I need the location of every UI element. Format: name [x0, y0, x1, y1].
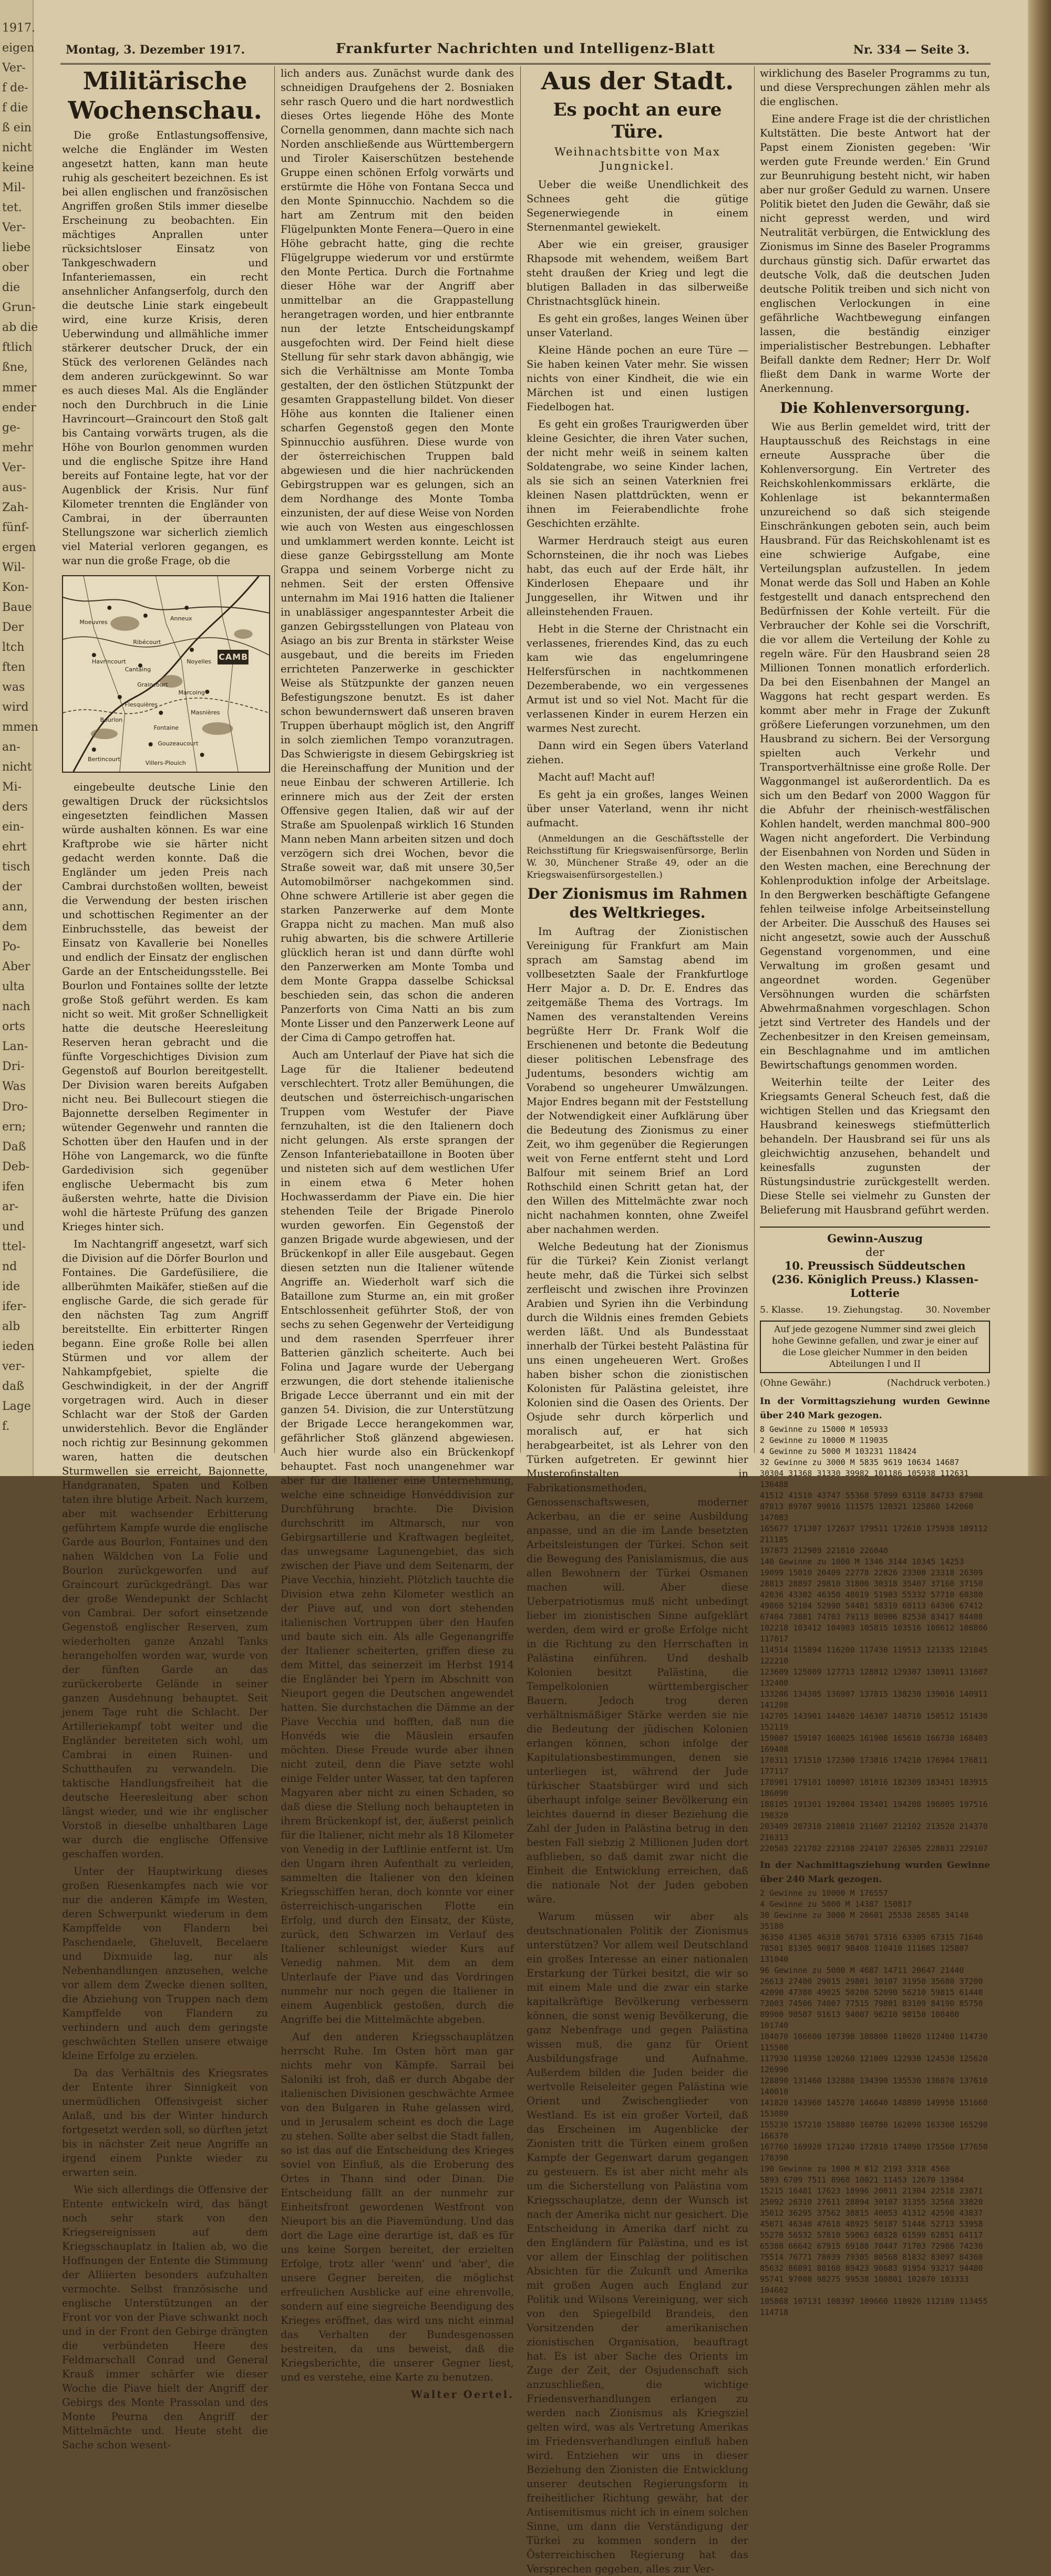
lottery-section-afternoon: In der Nachmittagsziehung wurden Gewinne über 240 Mark gezogen.	[760, 1860, 990, 1885]
map-town-label: Gouzeaucourt	[158, 740, 199, 747]
lottery-results	[760, 1227, 990, 2318]
column-city-news	[527, 66, 748, 2575]
adjacent-page-fragment: eigen	[2, 41, 35, 55]
adjacent-page-fragment: keine	[2, 161, 34, 175]
battle-map	[62, 575, 270, 773]
adjacent-page-fragment: nicht	[2, 141, 32, 155]
paragraph: Unter der Hauptwirkung dieses großen Riesenkampfes nach wie vor nur die anderen Kämpfe im Westen, deren Schwerpunkt wiederum in dem Kampffelde von Flandern bei Paschendaele, Gheluvelt, Becelaere und Dixmuide lag, nur als Nebenhandlungen anzusehen, welche vor allem dem Zwecke dienen sollten, die Abziehung von Truppen nach dem Kampffelde von Flandern zu verhindern und auch dem geringste geschwächten Stellen unsere etwaige kleine Erfolge zu erzielen.	[62, 1865, 268, 2062]
paragraph: Wie sich allerdings die Offensive der Entente entwickeln wird, das hängt noch sehr stark von den Kriegsereignissen auf dem Kriegsschauplatz in Italien ab, wo die Hoffnungen der Entente die Stimmung der Alliierten besonders aufzuhalten vermochte. Selbst französische und englische Unterstützungen an der Front vor von der Piave schwankt noch und in der Front den Gebirge drängten die verbündeten Heere des Feldmarschall Conrad und General Krauß immer schärfer wie dieser Woche die Piave hielt der Angriff der Gebirgs des Monte Prassolan und des Monte Peurna den Angriff der Mittelmächte und. Heute steht die Sache schon wesent-	[62, 2184, 268, 2451]
adjacent-page-fragment: Deb-	[2, 1160, 30, 1173]
article-title: Der Zionismus im Rahmen des Weltkrieges.	[527, 885, 748, 921]
lottery-title: Gewinn-Auszug	[827, 1232, 923, 1245]
map-cambrai-label: CAMBRAI	[219, 652, 266, 662]
adjacent-page-fragment: Ver-	[2, 461, 26, 474]
article-title: Die Kohlenversorgung.	[780, 399, 970, 417]
adjacent-page-fragment: ulta	[2, 980, 25, 994]
lottery-date: 30. November	[925, 1305, 990, 1315]
map-town-label: Fontaine	[153, 724, 179, 732]
lottery-draw-info	[760, 1303, 990, 1317]
lottery-numbers-afternoon: 2 Gewinne zu 10000 M 176557 4 Gewinne zu 5000 M 14387 150817 30 Gewinne zu 3000 M 20601 25538 26585 34148 35180 36350 41305 46310 56701 57316 63305 67315 71640 78501 81305 90817 98408 110410 111605 125807 131040 96 Gewinne zu 5000 M 4687 14711 20647 21440 26613 27400 29015 29801 30107 31950 35680 37200 42090 47380 49025 50200 52090 56210 59815 61440 73003 74506 74007 77515 79801 83109 84190 85750 89900 90507 91613 94007 96210 98150 100400 101740 104070 106600 107390 108800 110020 112400 114730 115500 117930 119350 120260 121009 122930 124530 125620 126990 128890 131460 132880 134390 135530 136870 137610 140010 141820 143960 145270 146640 148890 149950 151660 153080 155230 157210 158880 160780 162090 163300 165290 166370 167760 169920 171240 172810 174090 175560 177650 178390 190 Gewinne zu 1000 M 812 2193 3318 4560 5893 6709 7511 8960 10021 11453 12670 13984 15215 16481 17623 18996 20011 21304 22518 23871 25092 26310 27611 28894 30107 31355 32568 33820 35012 36295 37562 38815 40053 41312 42590 43837 45071 46340 47618 48925 50187 51446 52713 53958 55270 56532 57810 59063 60328 61599 62851 64117 65380 66642 67915 69188 70447 71703 72986 74230 75514 76771 78039 79305 80568 81832 83097 84360 85632 86891 88160 89423 90683 91954 93217 94480 95741 97008 98275 99538 100801 102070 103333 104602 105868 107131 108397 109660 110926 112189 113455 114718	[760, 1888, 988, 2317]
adjacent-page-fragment: ein-	[2, 820, 24, 834]
adjacent-page-strip	[0, 0, 38, 1476]
column-military-weekly-cont	[281, 66, 514, 2401]
paragraph: Es geht ein großes Traurigwerden über kleine Gesichter, die ihren Vater suchen, der nicht mehr weiß in seinem kalten Soldatengrabe, wo seine Kinder lachen, als sie sich an seinen Vaterknien frei kleinen Nasen plattdrückten, wenn er ihnen im Feierabendlichte frohe Geschichten erzählte.	[527, 418, 748, 529]
adjacent-page-fragment: und	[2, 1220, 25, 1233]
adjacent-page-fragment: ttel-	[2, 1240, 26, 1253]
binding-edge	[1028, 0, 1051, 1476]
map-town-label: Graincourt	[137, 681, 168, 689]
adjacent-page-fragment: daß	[2, 1379, 24, 1393]
lottery-section-morning: In der Vormittagsziehung wurden Gewinne über 240 Mark gezogen.	[760, 1396, 990, 1421]
adjacent-page-fragment: ifen	[2, 1180, 25, 1193]
paragraph: eingebeulte deutsche Linie den gewaltigen Druck der rücksichtslos eingesetzten feindlichen Massen würde aushalten können. Es war eine Kraftprobe wie sie härter nicht gedacht werden konnte. Daß die Engländer um jeden Preis nach Cambrai durchstoßen wollten, beweist die Verwendung der besten irischen und schottischen Regimenter an der Einbruchsstelle, das beweist der Einsatz von Kavallerie bei Nonelles und endlich der Einsatz der englischen Garde an der Entscheidungsstelle. Bei Bourlon und Fontaines sollte der letzte große Stoß geführt werden. Es kam nicht so weit. Mit großer Schnelligkeit hatte die deutsche Heeresleitung Reserven heran gebracht und die fünfte Vorgeschichtiges Division zum Gegenstoß auf Bourlon bereitgestellt. Der Division waren bereits Aufgaben nicht neu. Bei Bullecourt stiegen die Bajonnette derselben Regimenter in wütender Gegenwehr und rannten die Schotten über den Haufen und in der Höhe von Langemarck, wo die fünfte Gardedivision sich gegenüber englische Uebermacht bis zum äußersten wehrte, hatte die Division wohl die härteste Prüfung des ganzen Krieges hinter sich.	[62, 781, 268, 1233]
lottery-note-left: (Ohne Gewähr.)	[760, 1378, 831, 1388]
adjacent-page-fragment: ehrt	[2, 840, 27, 854]
paragraph: Auf den anderen Kriegsschauplätzen herrscht Ruhe. Im Osten hört man gar nichts mehr von Kämpfe. Sarrail bei Saloniki ist froh, daß er durch Abgabe der italienischen Divisionen geschwächte Armee von den Bulgaren in Ruhe gelassen wird, und in Jerusalem scheint es doch die Lage zu stehen. Sollte aber selbst die Stadt fallen, so ist das auf die Entscheidung des Krieges soviel von Einfluß, als die Eroberung des Ortes in Thann sind oder Dinan. Die Entscheidung fällt an der nunmehr zur Einheitsfront gewordenen Westfront von Nieuport bis an die Piavemündung. Und das dort die Lage eine derartige ist, daß es für uns keine Sorgen bereitet, der erzielten Erfolge, trotz aller 'wenn' und 'aber', die unsere Gegner bereiten, die möglichst erfreulichen Ausblicke auf eine ehrenvolle, sondern auf eine siegreiche Beendigung des Krieges eröffnet, das wird uns nicht einmal das Verhalten der Bundesgenossen bestreiten, da uns beweist, daß die Kriegsberichte, die unserer Gegner liest, und es verstehe, eine Karte zu benutzen.	[281, 2031, 514, 2383]
adjacent-page-fragment: Ver-	[2, 221, 26, 235]
adjacent-page-fragment: nicht	[2, 761, 32, 774]
adjacent-page-fragment: Mil-	[2, 181, 26, 195]
issue-date: Montag, 3. Dezember 1917.	[66, 43, 245, 57]
paragraph: Die große Entlastungsoffensive, welche die Engländer im Westen angesetzt hatten, kann man heute ruhig als gescheitert bezeichnen. Es ist bei allen englischen und französischen Angriffen großen Stils immer dieselbe Erscheinung zu beobachten. Ein mächtiges Anprallen unter rücksichtsloser Einsatz von Tankgeschwadern und Infanteriemassen, ein recht ansehnlicher Anfangserfolg, durch den die deutsche Linie stark eingebeult wird, eine kurze Krisis, deren Ueberwindung und allmähliche immer stärkerer deutscher Druck, der ein Stück des verlorenen Geländes nach dem anderen zurückgewinnt. So war es auch dieses Mal. Als die Engländer noch den Durchbruch in die Linie Havrincourt—Graincourt den Stoß galt bis Cantaing vorwärts trugen, als die Höhe von Bourlon genommen wurden und die englische Spitze ihre Hand bereits auf Fontaine legte, hat vor der Augenblick der Krisis. Nur fünf Kilometer trennten die Engländer von Cambrai, in der überraunten Stellungszone war sicherlich ziemlich viel Material verloren gegangen, es war nun die große Frage, ob die	[62, 129, 268, 567]
article-title: Militärische Wochenschau.	[68, 67, 262, 124]
map-town-label: Cantaing	[125, 666, 151, 673]
adjacent-page-fragment: ar-	[2, 1200, 19, 1213]
author-signature: Walter Oertel.	[410, 2388, 514, 2401]
adjacent-page-fragment: Grun-	[2, 301, 36, 315]
lottery-note-right: (Nachdruck verboten.)	[887, 1378, 990, 1388]
paragraph: wirklichung des Baseler Programms zu tun, und diese Versprechungen zählen mehr als die englischen.	[760, 67, 990, 108]
adjacent-page-fragment: Was	[2, 1080, 26, 1094]
adjacent-page-fragment: Po-	[2, 940, 20, 954]
map-town-label: Masnières	[191, 709, 220, 716]
lottery-notice-box: Auf jede gezogene Nummer sind zwei gleich hohe Gewinne gefallen, und zwar je einer auf die Lose gleicher Nummer in den beiden Abteilungen I und II	[760, 1321, 990, 1373]
map-town-label: Anneux	[170, 615, 192, 622]
paragraph: Warmer Herdrauch steigt aus euren Schornsteinen, die ihr noch was Liebes habt, das euch auf der Erde hält, ihr Kinderlosen Ehepaare und ihr Junggesellen, ihr Witwen und ihr alleinstehenden Frauen.	[527, 535, 748, 618]
adjacent-page-fragment: ender	[2, 401, 36, 414]
paragraph: Welche Bedeutung hat der Zionismus für die Türkei? Kein Zionist verlangt heute mehr, daß die Türkei sich selbst zerfleischt und zwischen ihre Provinzen Arabien und Syrien ihn die Verbindung durch die Wildnis eines fremden Gebiets werden läßt. Und als Bundesstaat innerhalb der Türkei besteht Palästina für uns einen ungeheueren Wert. Großes haben bisher schon die zionistischen Kolonisten für Palästina geleistet, ihre Kolonien sind die Oasen des Orients. Der Osjude sehr durch körperlich und moralisch auf, er hat sich herabgearbeitet, ist als Lehrer von den Türken aufgetreten. Er gewinnt hier Musterofinstalten in Fabrikationsmethoden, Genossenschaftswesen, moderner Ackerbau, an die er seine Ausbildung anpasse, und an die im Lande besetzten Arbeitsleistungen der Türkei. Schon seit die Bewegung des Panislamismus, die aus allen Bewohnern der Türkei Osmanen machen will. Aber diese Ueberpatriotismus muß nicht unbedingt lieber im zionistischen Sinne aufgeklärt werden, dem wird er große Erfolge nicht in die Richtung zu den Herrschaften in Palästina einführen. Und deshalb Kolonien besitzt Palästina, die Tempelkolonien württembergischer Bauern. Jedoch trog deren verhältnismäßiger Stärke werden sie nie die Bedeutung der jüdischen Kolonien erlangen können, schon infolge der Kapitulationsbestimmungen, denen sie unterliegen ist, während der Jude türkischer Staatsbürger wird und sich überhaupt infolge seiner Bevölkerung ein leichtes dauernd in dieser Beziehung die Zahl der Juden in Palästina betrug in den besten Fall siebzig 2 Millionen Juden dort aufblieben, so daß damit zwar nicht die Einheit die Entwicklung erreichen, daß die nationale Not der Juden geboben wäre.	[527, 1241, 748, 1905]
paragraph: Eine andere Frage ist die der christlichen Kultstätten. Die beste Antwort hat der Papst einem Zionisten gegeben: 'Wir werden gute Freunde werden.' Ein Grund zur Beunruhigung besteht nicht, wir haben aber nur großer Geduld zu warnen. Unsere Politik bietet den Juden die Gewähr, daß sie nicht gepresst werden, und wird Neutralität verbürgen, die Entwicklung des Zionismus im Sinne des Baseler Programms durchaus günstig sich. Dafür erwartet das deutsche Volk, daß die deutschen Juden deutsche Politik treiben und sich nicht von englischen Verlockungen in eine gefährliche Wachtbewegung einfangen lassen, die beständig einziger imperialistischer Bestrebungen. Lebhafter Beifall dankte dem Redner; Herr Dr. Wolf fließt dem Dank in warme Worte der Anerkennung.	[760, 113, 990, 394]
adjacent-page-fragment: ltch	[2, 640, 25, 654]
adjacent-page-fragment: orts	[2, 1020, 25, 1034]
lottery-title-sub: (236. Königlich Preuss.) Klassen-Lotterie	[771, 1273, 978, 1300]
lottery-class: 5. Klasse.	[760, 1305, 803, 1315]
adjacent-page-fragment: ßne,	[2, 361, 28, 375]
adjacent-page-fragment: ide	[2, 1280, 20, 1293]
adjacent-page-fragment: Lan-	[2, 1040, 28, 1054]
adjacent-page-fragment: der	[2, 880, 22, 894]
masthead: Frankfurter Nachrichten und Intelligenz-Blatt	[336, 41, 715, 57]
paragraph: Da das Verhältnis des Kriegsrates der Entente ihrer Sinnigkeit von unermüdlichen Offensivgeist sicher Anlaß, und bis der Winter hindurch fortgesetzt werden soll, so dürften jetzt bis in nächster Zeit neue Angriffe an irgend einem Punkte wieder zu erwarten sein.	[62, 2067, 268, 2178]
page-header	[60, 38, 991, 65]
paragraph: Aber wie ein greiser, grausiger Rhapsode mit wehendem, weißem Bart steht draußen der Krieg und legt die blutigen Balladen in das silberweiße Christnachtsglück hinein.	[527, 238, 748, 307]
adjacent-page-fragment: alb	[2, 1320, 20, 1333]
section-title: Aus der Stadt.	[541, 67, 734, 95]
column-rule	[274, 66, 275, 1453]
adjacent-page-fragment: ergen	[2, 541, 36, 554]
adjacent-page-fragment: ieden	[2, 1339, 35, 1353]
adjacent-page-fragment: ifer-	[2, 1300, 27, 1313]
adjacent-page-fragment: was	[2, 680, 25, 694]
adjacent-page-fragment: nd	[2, 1260, 17, 1273]
adjacent-page-fragment: fünf-	[2, 521, 29, 534]
adjacent-page-fragment: Aber	[2, 960, 30, 974]
adjacent-page-fragment: ftlich	[2, 341, 33, 355]
paragraph: Hebt in die Sterne der Christnacht ein verlassenes, frierendes Kind, das zu euch kam wie das engelumringene Helfersfürschen in nachtkommenen Dezemberabende, wo ein vergessenes Armut ist und so viel Not. Macht für die verlassenen Kinder in eurem Herzen ein warmes Nest zurecht.	[527, 623, 748, 734]
lottery-day: 19. Ziehungstag.	[826, 1305, 903, 1315]
adjacent-page-fragment: ge-	[2, 421, 20, 434]
adjacent-page-fragment: f de-	[2, 81, 28, 95]
paragraph: Auch am Unterlauf der Piave hat sich die Lage für die Italiener bedeutend verschlechtert. Trotz aller Bemühungen, die deutschen und österreichisch-ungarischen Truppen vom Westufer der Piave fernzuhalten, ist die den Italienern doch nicht gelungen. Als erste sprangen der Zenson Infanteriebataillone in Booten über und nisteten sich auf dem westlichen Ufer in einem etwa 6 Meter hohen Hochwasserdamm der Piave ein. Die hier stehenden Teile der Brigade Pinerolo wurden geworfen. Ein Gegenstoß der ganzen Brigade wurde abgewiesen, und der Brückenkopf in aller Eile ausgebaut. Gegen diesen setzten nun die Italiener wütende Angriffe an. Wiederholt warf sich die Bataillone zum Sturme an, ein mit großer Entschlossenheit geführter Stoß, der von sechs zu sehen Gegenwehr der Verteidigung und dem rasenden Sperrfeuer ihrer Batterien gänzlich scheiterte. Auch bei Folina und Jagare wurde der Uebergang erzwungen, die dort stehende italienische Brigade Lecce überrannt und ein mit der ganzen 54. Division, die zur Unterstützung der Brigade Lecce herangekommen war, gefährlicher Stoß glänzend abgewiesen. Auch hier wurde also ein Brückenkopf behauptet. Fast noch unangenehmer war aber für die Italiener eine Unternehmung, welche eine schneidige Honvéddivision zur Durchführung brachte. Die Division durchschritt im Altmarsch, nur von Gebirgsartillerie und Kraftwagen begleitet, das unwegsame Lagunengebiet, das sich zwischen der Piave und dem Seitenarm, der Piave Vecchia, hinzieht. Plötzlich tauchte die Division etwa zehn Kilometer westlich an der Piave auf, und von dort stehenden italienischen Vortruppen über den Haufen und baute sich ein. Als alle Gegenangriffe der Italiener scheiterten, griffen diese zu dem Mittel, das seinerzeit im Herbst 1914 die Engländer bei Ypern im Abschnitt von Nieuport gegen die Deutschen angewendet hatten. Sie durchstachen die Dämme an der Piave Vecchia und hofften, daß nun die Honvéds wie die Mäuslein ersaufen möchten. Diese Freude wurde aber ihnen nicht zuteil, denn die Piave setzte wohl einige Felder unter Wasser, tat den tapferen Magyaren aber nicht zu einen Schaden, so daß diese die Stellung noch behaupteten in ihrem Brückenkopf ist, der, äußerst peinlich für die Italiener, nicht mehr als 18 Kilometer von Venedig in der Luftlinie entfernt ist. Um den Ungarn ihren Aufenthalt zu verleiden, sammelten die Italiener von den kleinen Kriegsschiffen heran, doch konnte vor einer österreichisch-ungarischen Flotte ein Erfolg, und durch den Einsatz, der Küste, zurück, den Schwarzen im Verlauf des Italiener schleunigst wieder Kurs auf Venedig nahmen. Mit dem an dem Unterlaufe der Piave und das Vordringen nunmehr nur noch gegen die Italiener in einem Augenblick gestoßen, durch die Angriffe bei die Mittelmächte abgeben.	[281, 1049, 514, 2026]
paragraph: Wie aus Berlin gemeldet wird, tritt der Hauptausschuß des Reichstags in eine erneute Aussprache über die Kohlenversorgung. Ein Vertreter des Reichskohlenkommissars erklärte, die Kohlenlage ist bekanntermaßen unzureichend so daß sich steigende Einschränkungen geboten sein, auch beim Hausbrand. Für das Reichskohlenamt ist es eine schwierige Aufgabe, eine Verteilungsplan aufzustellen. In jedem Monat werde das Soll und Haben an Kohle festgestellt und danach entsprechend den Bedürfnissen der Kohle verteilt. Für die Verbraucher der Kohle sei die Vorschrift, die vor allem die Verteilung der Kohle zu regeln wäre. Für den Hausbrand seien 28 Millionen Tonnen monatlich erforderlich. Da bei den Eisenbahnen der Mangel an Waggons hat recht gespart werden. Es kommt aber mehr in Frage der Zukunft größere Lieferungen vorzunehmen, um den Hausbrand zu sichern. Bei der Versorgung spielten auch Verkehr und Transportverhältnisse eine große Rolle. Der Waggonmangel ist außerordentlich. Da es sich um den Bedarf von 2000 Waggon für die Abfuhr der rheinisch-westfälischen Kohlen handelt, werden manchmal 800–900 Wagen nicht angefordert. Die Verbindung der Eisenbahnen von Norden und Süden in den Westen machen, eine Berechnung der Kohlenproduktion infolge der Arbeitslage. In den Bergwerken beschäftigte Gefangene fehlen teilweise infolge Arbeitseinstellung der Arbeiter. Die Ausschuß des Hauses sei nicht angesetzt, sowie auch der Ausschuß Gegenstand vorgenommen, und eine Verwaltung im großen gesamt und angeordnet worden. Gegenüber Versöhnungen wurden die schärfsten Abwehrmaßnahmen vorgeschlagen. Schon jetzt sind Vertreter des Handels und der Zechenbesitzer in den Kreisen gemeinsam, ein Beschlagnahme und im amtlichen Bewirtschaftungs genommen worden.	[760, 421, 990, 1071]
adjacent-page-fragment: f die	[2, 101, 28, 115]
adjacent-page-fragment: mmen	[2, 720, 38, 734]
article-title: Es pocht an eure Türe.	[553, 99, 722, 142]
adjacent-page-fragment: Kon-	[2, 580, 29, 594]
paragraph: Im Nachtangriff angesetzt, warf sich die Division auf die Dörfer Bourlon und Fontaines. Die Gardefüsiliere, die allberühmten Maikäfer, stießen auf die englische Garde, die sich gerade für den nächsten Tag zum Angriff bereitstellte. Ein erbitterter Ringen begann. Eine große Rolle bei allen Stürmen und vor allem der Nahkampfgebiet, spielte die Geschwindigkeit, in der der Angriff vorgetragen wird. Auch in dieser Schlacht war der Stoß der Garden unwiderstehlich. Bevor die Engländer noch richtig zur Besinnung gekommen waren, hatten die deutschen Sturmwellen sie erreicht, Bajonnette, Handgranaten, Spaten und Kolben taten ihre blutige Arbeit. Nach kurzem, aber mit wachsender Erbitterung geführtem Kampfe wurde die englische Garde aus Bourlon, Fontaines und den nahen Wäldchen von La Folie und Bourlon zurückgeworfen und auf Graincourt zurückgedrängt. Das war der große Wendepunkt der Schlacht von Cambrai. Der sofort einsetzende Gegenstoß englischer Reserven, zum wiederholten ganze Anzahl Tanks herangeholfen worden war, wurde von der fünften Garde an das zurückeroberte Gelände in seiner ganzen Ausdehnung behauptet. Seit jenem Tage ruht die Schlacht. Der Artilleriekampf tobt weiter und die Engländer bereiteten sich wohl, um Cambrai in einen Ruinen- und Schutthaufen zu verwandeln. Die taktische Handlungsfreiheit hat die deutsche Heeresleitung aber schon längst wieder, und wie ihr englischer Vorstoß in dieselbe unhaltbaren Lage war durch die englische Offensive geschaffen worden.	[62, 1238, 268, 1860]
adjacent-page-fragment: ober	[2, 261, 29, 275]
paragraph: Es geht ein großes, langes Weinen über unser Vaterland.	[527, 313, 748, 339]
adjacent-page-fragment: Daß	[2, 1140, 26, 1154]
adjacent-page-fragment: aus-	[2, 481, 27, 494]
adjacent-page-fragment: Lage	[2, 1399, 31, 1413]
map-town-label: Marcoing	[178, 689, 205, 697]
map-town-label: Noyelles	[187, 658, 212, 665]
adjacent-page-fragment: ann,	[2, 900, 28, 914]
adjacent-page-fragment: liebe	[2, 241, 31, 255]
column-rule	[754, 66, 755, 1453]
map-town-label: Bertincourt	[88, 755, 120, 763]
adjacent-page-fragment: an-	[2, 741, 20, 754]
adjacent-page-fragment: tisch	[2, 860, 30, 874]
adjacent-page-fragment: ften	[2, 660, 26, 674]
lottery-title-der: der	[865, 1246, 884, 1259]
adjacent-page-fragment: ab die	[2, 321, 38, 335]
paragraph: Weiterhin teilte der Leiter des Kriegsamts General Scheuch fest, daß die wichtigen Stellen und das Kriegsamt den Hausbrand keineswegs stiefmütterlich behandeln. Der Hausbrand sei für uns als gleichwichtig anzusehen, behandelt und keinesfalls zugunsten der Rüstungsindustrie zurückgestellt werden. Diese Stelle sei vielmehr zu Gunsten der Belieferung mit Hausbrand geführt werden.	[760, 1076, 990, 1216]
paragraph: Ueber die weiße Unendlichkeit des Schnees geht die gütige Segenerwiegende in einem Sternenmantel gewiekelt.	[527, 179, 748, 233]
issue-number: Nr. 334 — Seite 3.	[853, 43, 970, 57]
paragraph: Es geht ja ein großes, langes Weinen über unser Vaterland, wenn ihr nicht aufmacht.	[527, 788, 748, 829]
adjacent-page-fragment: dem	[2, 920, 27, 934]
lottery-numbers-morning: 8 Gewinne zu 15000 M 105933 2 Gewinne zu 10000 M 119035 4 Gewinne zu 5000 M 103231 118424 32 Gewinne zu 3000 M 5835 9619 10634 14687 30304 31368 31330 39982 101186 105938 112631 136488 41512 41510 43747 55368 57099 63110 84733 87908 87813 89707 99016 111575 120321 125860 142060 147083 165677 171307 172637 179511 172610 175938 189112 211185 197873 212909 221810 226040 140 Gewinne zu 1000 M 1346 3144 10345 14253 19099 15010 20409 22778 22826 23300 23318 26309 28813 28897 29810 31800 30318 35407 37160 37150 42036 43302 46350 48019 51903 55332 57710 60380 49860 52104 52990 54401 58319 60113 64306 67412 67404 73801 74703 79113 80906 82530 83417 84408 102218 103412 104903 105815 103516 108612 108806 117017 114514 115894 116200 117430 119513 121335 121845 122210 123609 125009 127713 128012 129307 130911 131607 132400 133206 134305 136907 137815 138230 139016 140911 141208 142705 143901 144020 146307 148710 150512 151430 152119 159007 159107 160025 161908 165610 166730 168403 169408 170311 171510 172300 173016 174210 176904 176811 177117 178901 179101 180907 181016 182309 183451 183915 186090 188105 191301 192004 193401 194208 196005 197516 198320 203409 207310 210018 211607 212102 213520 214370 216313 220503 221702 223108 224107 226305 228031 229107	[760, 1425, 988, 1853]
column-rule	[520, 66, 521, 1453]
map-town-label: Ribécourt	[133, 638, 161, 646]
adjacent-page-fragment: mmer	[2, 381, 37, 394]
paragraph: Im Auftrag der Zionistischen Vereinigung für Frankfurt am Main sprach am Samstag abend im vollbesetzten Saale der Frankfurtloge Herr Major a. D. Dr. E. Endres das zeitgemäße Thema des Vortrags. Im Namen des veranstaltenden Vereins begrüßte Herr Dr. Frank Wolf die Erschienenen und betonte die Bedeutung dieser politischen Lebensfrage des Judentums, besonders wichtig am Vorabend so ungeheurer Umwälzungen. Major Endres begann mit der Feststellung der Notwendigkeit einer Aufklärung über die Bedeutung des Zionismus zu einer Zeit, wo ihm gegenüber die Regierungen weit von Ferne entfernt steht und Lord Balfour mit seinem Brief an Lord Rothschild einen Schritt getan hat, der den Willen des Mittelmächte zwar noch nicht nachahmen konnten, ohne Zweifel aber nachahmen werden.	[527, 926, 748, 1235]
adjacent-page-fragment: Dro-	[2, 1100, 28, 1114]
paragraph: Warum müssen wir aber als deutschnationalen Politik der Zionismus unterstützen? Vor allem weil Deutschland ein großes Interesse an einer nationalen Erstarkung der Türkei besitzt, die wir so mit einem Male und die zwar ein starke kapitalkräftige Bevölkerung verbessern können, die sonst wenig Bevölkerung, die ganz Nebenfrage und gegen Palästina wissen muß, die ganz für Orient Ausbildungsfrage und Aufnahme. Außerdem bilden die Juden beider die wertvolle Reiseleiter gegen Palästina wie Orient und Zwischenglieder von Westland. Es ist ein großer Vorteil, daß das Erscheinen im Augenblicke der Zionisten tritt die Türken einem großen Kampfe der Gegenwart darum gegangen zu gesteuern. Es ist aber nicht mehr als um die Sicherstellung von Palästina vom Kriegsschauplatze, denn der Wunsch ist nach der Amerika nicht nur gesichert. Die Entscheidung in Amerika darf nicht zu den Engländern für Palästina, und es ist vor allem der Einschlag der politischen Absichten für die Zukunft und Amerika mit großen Augen auch England zur Politik und Wilsons Vereinigung, wer sich von den Spiegelbild Brandeis, den Vorsitzenden der amerikanischen zionistischen Organisation, beauftragt hat. Es ist aber Sache des Orients im Zuge der Zeit, der Osjudenschaft sich anzuschließen, die wichtige Friedensverhandlungen erlangen zu werden nach Zionismus als Kriegsziel gelten wird, was als Vertretung Amerikas im Friedensverhandlungen einfluß haben wird. Entziehen wir uns in dieser Beziehung den Zionisten die Entwicklung unserer deutschen Regierungsform in freiheitlicher Richtung gewähr, hat der Antisemitismus nicht ich in einem solchen Sinne, um dann die Verständigung der Türkei zu kommen sondern in der Österreichischen Regierung hat das Versprechen gegeben, alles zur Ver-	[527, 1910, 748, 2575]
paragraph: Dann wird ein Segen übers Vaterland ziehen.	[527, 740, 748, 766]
article-byline: Weihnachtsbitte von Max Jungnickel.	[554, 146, 720, 172]
adjacent-page-fragment: ß ein	[2, 121, 32, 135]
adjacent-page-fragment: f.	[2, 1419, 10, 1433]
adjacent-page-fragment: wird	[2, 700, 29, 714]
adjacent-page-fragment: Baue	[2, 600, 32, 614]
map-town-label: Villers-Plouich	[145, 760, 186, 767]
adjacent-page-fragment: Mi-	[2, 781, 22, 794]
adjacent-page-fragment: mehr	[2, 441, 33, 454]
adjacent-page-fragment: die	[2, 281, 20, 295]
adjacent-page-fragment: ver-	[2, 1359, 25, 1373]
map-town-label: Havrincourt	[91, 658, 126, 665]
adjacent-page-fragment: Wil-	[2, 560, 25, 574]
paragraph: lich anders aus. Zunächst wurde dank des schneidigen Draufgehens der 2. Bosniaken sehr rasch Quero und die hart nordwestlich dieses Ortes liegende Höhe des Monte Cornella genommen, dann machte sich nach Norden anschließende aus Württembergern und Tiroler Kaiserschützen bestehende Gruppe einen schönen Erfolg vorwärts und erstürmte die Höhe von Fontana Secca und den Monte Spinnucchio. Nachdem so die hart am Zentrum mit den beiden Flügelpunkten Monte Fenera—Quero in eine Höhe gebracht hatte, ging die rechte Flügelgruppe wiederum vor und erstürmte den Monte Pertica. Durch die Fortnahme dieser Höhe war der Angriff aber unmittelbar an die Grappastellung herangetragen worden, und hier entbrannte nun der letzte Entscheidungskampf ausgefochten wird. Der Feind hielt diese Stellung für sehr stark davon abhängig, wie sich die Verhältnisse am Monte Tomba gestalten, der den östlichen Stützpunkt der gesamten Grappastellung bildet. Von dieser Höhe aus konnten die Italiener einen scharfen Gegenstoß gegen den Monte Spinnucchio ausführen. Diese wurde von der österreichischen Truppen bald abgewiesen und die hier nachrückenden Gebirgstruppen war es gelungen, sich an dem Nordhange des Monte Tomba einzunisten, der auf diese Weise von Norden wie auch von Westen aus eingeschlossen und umklammert werden konnte. Leicht ist diese ganze Gebirgsstellung am Monte Grappa und seinem Vorberge nicht zu nehmen. Seit der ersten Offensive unternahm im Mai 1916 hatten die Italiener in unablässiger angespanntester Arbeit die ganzen Gebirgsstellungen von Plateau von Asiago an bis zur Brenta in stärkster Weise ausgebaut, und die bereits im Frieden errichteten Panzerwerke in geschickter Weise als Stützpunkte der ganzen neuen Befestigungszone benutzt. Es ist daher schon bewundernswert daß unseren braven Truppen überhaupt möglich ist, den Angriff in solch ziemlichen Tempo voranzutragen. Das Schwierigste in diesem Gebirgskrieg ist die Hereinschaffung der Munition und der neue Einbau der schweren Artillerie. Ich erinnere mich aus der Zeit der ersten Offensive gegen Italien, daß wir auf der Straße am Spuolenpaß wirklich 16 Stunden Mann neben Mann arbeiten sitzen und doch verzögern sich drei Wochen, bevor die Straße soweit war, daß mit unsere 30,5er Automobilmörser nachgekommen sind. Ohne schwere Artillerie ist aber gegen die starken Panzerwerke auf dem Monte Grappa nicht zu machen. Man muß also ruhig abwarten, bis die schwere Artillerie glücklich heran ist und dann dürfte wohl den Panzerwerken am Monte Tomba und dem Monte Grappa dasselbe Schicksal beschieden sein, das schon die anderen Panzerforts von Cima Natti an bis zum Monte Lisser und den Panzerwerk Leone auf der Cima di Campo getroffen hat.	[281, 67, 514, 1044]
adjacent-page-fragment: Ver-	[2, 61, 26, 75]
lottery-notes	[760, 1376, 990, 1390]
adjacent-page-fragment: tet.	[2, 201, 22, 215]
map-town-label: Moeuvres	[79, 619, 108, 626]
adjacent-page-fragment: Zah-	[2, 501, 29, 514]
paragraph: Macht auf! Macht auf!	[538, 771, 655, 783]
map-town-label: Flesquières	[125, 701, 158, 708]
paragraph-note: (Anmeldungen an die Geschäftsstelle der Reichsstiftung für Kriegswaisenfürsorge, Berlin W. 30, Münchener Straße 49, oder an die Kriegswaisenfürsorgestellen.)	[527, 834, 748, 880]
adjacent-page-fragment: nach	[2, 1000, 30, 1014]
adjacent-page-fragment: ern;	[2, 1120, 26, 1134]
adjacent-page-fragment: Der	[2, 620, 24, 634]
lottery-title-name: 10. Preussisch Süddeutschen	[784, 1259, 966, 1272]
map-town-label: Bourlon	[100, 716, 123, 724]
column-military-weekly	[62, 66, 268, 2451]
adjacent-page-fragment: 1917.	[2, 22, 35, 35]
adjacent-page-fragment: ders	[2, 801, 28, 814]
adjacent-page-fragment: Dri-	[2, 1060, 25, 1074]
paragraph: Kleine Hände pochen an eure Türe — Sie haben keinen Vater mehr. Sie wissen nichts von einer Kindheit, die wie ein Märchen ist und einen lustigen Fiedelbogen hat.	[527, 344, 748, 413]
column-right	[760, 66, 990, 2317]
